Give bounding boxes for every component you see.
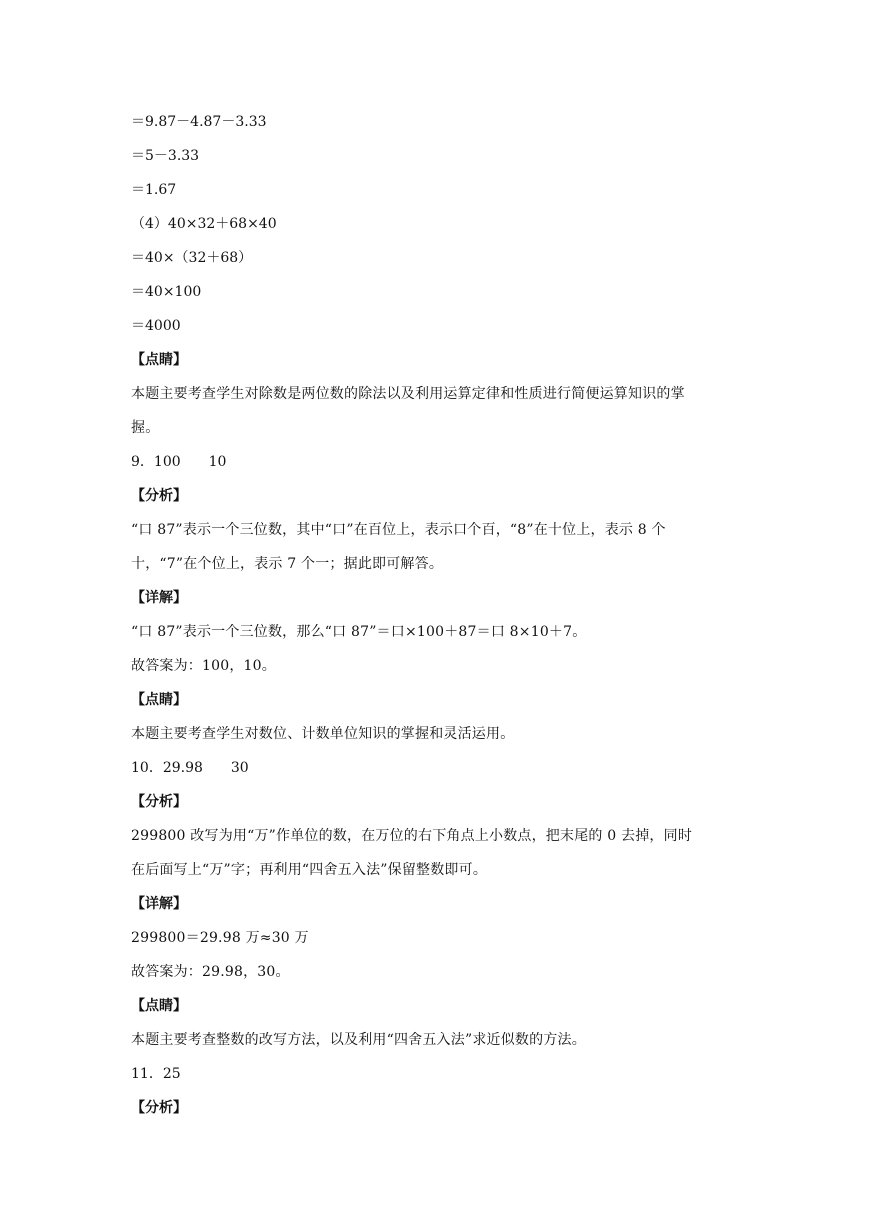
paragraph-line: 故答案为：29.98，30。 xyxy=(131,964,290,980)
calc-line: ＝9.87－4.87－3.33 xyxy=(131,114,267,130)
paragraph-line: 故答案为：100，10。 xyxy=(131,658,276,674)
section-heading: 【分析】 xyxy=(131,794,187,810)
section-heading: 【点睛】 xyxy=(131,998,187,1014)
paragraph-line: 本题主要考查整数的改写方法，以及利用“四舍五入法”求近似数的方法。 xyxy=(131,1032,586,1048)
paragraph-line: 本题主要考查学生对除数是两位数的除法以及利用运算定律和性质进行简便运算知识的掌 xyxy=(131,386,685,402)
section-heading: 【点睛】 xyxy=(131,692,187,708)
section-heading: 【分析】 xyxy=(131,1100,187,1116)
calc-line: ＝4000 xyxy=(131,318,181,334)
answer-line: 10．29.98 30 xyxy=(131,760,249,776)
calc-line: ＝40×（32＋68） xyxy=(131,250,253,266)
section-heading: 【详解】 xyxy=(131,590,187,606)
paragraph-line: “口 87”表示一个三位数，那么“口 87”＝口×100＋87＝口 8×10＋7。 xyxy=(131,624,587,640)
paragraph-line: “口 87”表示一个三位数，其中“口”在百位上，表示口个百，“8”在十位上，表示 8 个 xyxy=(131,522,666,538)
section-heading: 【分析】 xyxy=(131,488,187,504)
calc-line: （4）40×32＋68×40 xyxy=(131,216,277,232)
paragraph-line: 在后面写上“万”字；再利用“四舍五入法”保留整数即可。 xyxy=(131,862,488,878)
section-heading: 【详解】 xyxy=(131,896,187,912)
section-heading: 【点睛】 xyxy=(131,352,187,368)
calc-line: ＝40×100 xyxy=(131,284,202,300)
paragraph-line: 299800＝29.98 万≈30 万 xyxy=(131,930,309,946)
paragraph-line: 299800 改写为用“万”作单位的数，在万位的右下角点上小数点，把末尾的 0 去掉，同时 xyxy=(131,828,693,844)
paragraph-line: 本题主要考查学生对数位、计数单位知识的掌握和灵活运用。 xyxy=(131,726,515,742)
paragraph-line: 十，“7”在个位上，表示 7 个一；据此即可解答。 xyxy=(131,556,444,572)
answer-line: 11．25 xyxy=(131,1066,181,1082)
calc-line: ＝1.67 xyxy=(131,182,177,198)
calc-line: ＝5－3.33 xyxy=(131,148,200,164)
answer-line: 9．100 10 xyxy=(131,454,227,470)
paragraph-line: 握。 xyxy=(131,420,160,436)
